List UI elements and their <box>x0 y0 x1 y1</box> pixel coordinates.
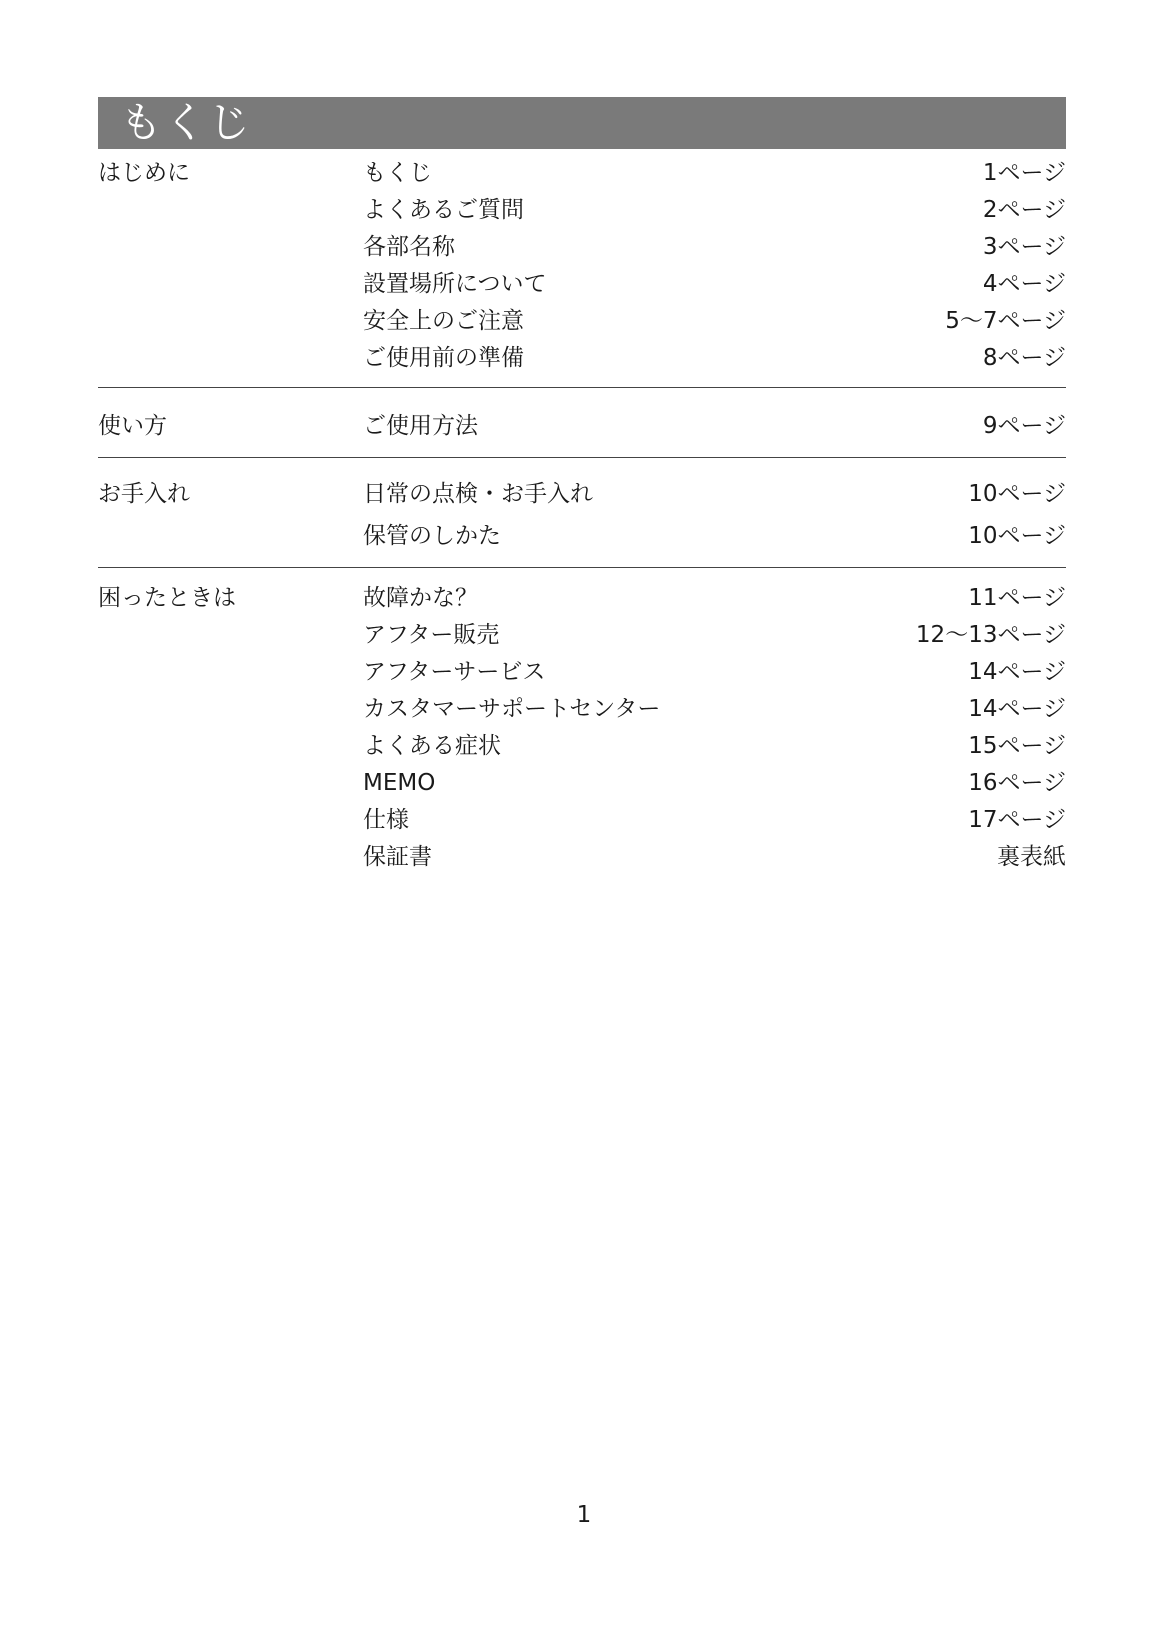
entry-title: もくじ <box>363 160 432 186</box>
toc-section-troubleshooting <box>98 568 1066 876</box>
entry-page: 15ページ <box>968 733 1066 759</box>
entry-page: 2ページ <box>982 197 1066 223</box>
entry-title: 各部名称 <box>363 234 455 260</box>
section-label: 困ったときは <box>98 585 236 611</box>
toc-entry[interactable] <box>363 654 1066 691</box>
toc-entry[interactable] <box>363 728 1066 765</box>
toc-entry[interactable] <box>363 408 1066 445</box>
page-number: 1 <box>576 1502 592 1528</box>
section-label: 使い方 <box>98 413 167 439</box>
toc-entry[interactable] <box>363 266 1066 303</box>
entry-page: 10ページ <box>968 481 1066 507</box>
entry-title: ご使用方法 <box>363 413 478 439</box>
toc-entry[interactable] <box>363 802 1066 839</box>
toc-entry[interactable] <box>363 340 1066 377</box>
entry-title: 保管のしかた <box>363 523 501 549</box>
toc-entry[interactable] <box>363 303 1066 340</box>
entry-title: ご使用前の準備 <box>363 345 524 371</box>
toc-section-maintenance <box>98 458 1066 568</box>
entry-page: 4ページ <box>982 271 1066 297</box>
entry-page: 11ページ <box>968 585 1066 611</box>
entry-page: 14ページ <box>968 696 1066 722</box>
entry-page: 3ページ <box>982 234 1066 260</box>
entry-page: 8ページ <box>982 345 1066 371</box>
entry-page: 12〜13ページ <box>915 622 1066 648</box>
entry-title: よくあるご質問 <box>363 197 524 223</box>
toc-entry[interactable] <box>363 476 1066 513</box>
toc-section-usage <box>98 388 1066 458</box>
entry-page: 5〜7ページ <box>945 308 1066 334</box>
entry-title: 日常の点検・お手入れ <box>363 481 593 507</box>
entry-title: 故障かな？ <box>363 585 478 611</box>
entry-page: 10ページ <box>968 523 1066 549</box>
entry-page: 9ページ <box>982 413 1066 439</box>
toc-entry[interactable] <box>363 765 1066 802</box>
entry-title: アフターサービス <box>363 659 546 685</box>
toc-page <box>98 97 1066 876</box>
toc-entry[interactable] <box>363 839 1066 876</box>
entry-title: 保証書 <box>363 844 432 870</box>
entry-page: 14ページ <box>968 659 1066 685</box>
toc-entry[interactable] <box>363 691 1066 728</box>
entry-page: 17ページ <box>968 807 1066 833</box>
entry-title: MEMO <box>363 770 436 796</box>
entry-page: 裏表紙 <box>997 844 1066 870</box>
toc-entry[interactable] <box>363 192 1066 229</box>
toc-entry[interactable] <box>363 229 1066 266</box>
toc-entry[interactable] <box>363 617 1066 654</box>
entry-title: カスタマーサポートセンター <box>363 696 661 722</box>
entry-title: 安全上のご注意 <box>363 308 524 334</box>
section-label: お手入れ <box>98 481 190 507</box>
toc-entry[interactable] <box>363 518 1066 555</box>
toc-title: もくじ <box>98 97 1066 149</box>
toc-section-introduction <box>98 149 1066 388</box>
toc-entry[interactable] <box>363 155 1066 192</box>
toc-entry[interactable] <box>363 580 1066 617</box>
entry-title: よくある症状 <box>363 733 501 759</box>
section-label: はじめに <box>98 160 190 186</box>
entry-title: アフター販売 <box>363 622 500 648</box>
entry-title: 設置場所について <box>363 271 547 297</box>
entry-page: 16ページ <box>968 770 1066 796</box>
entry-title: 仕様 <box>363 807 409 833</box>
entry-page: 1ページ <box>982 160 1066 186</box>
